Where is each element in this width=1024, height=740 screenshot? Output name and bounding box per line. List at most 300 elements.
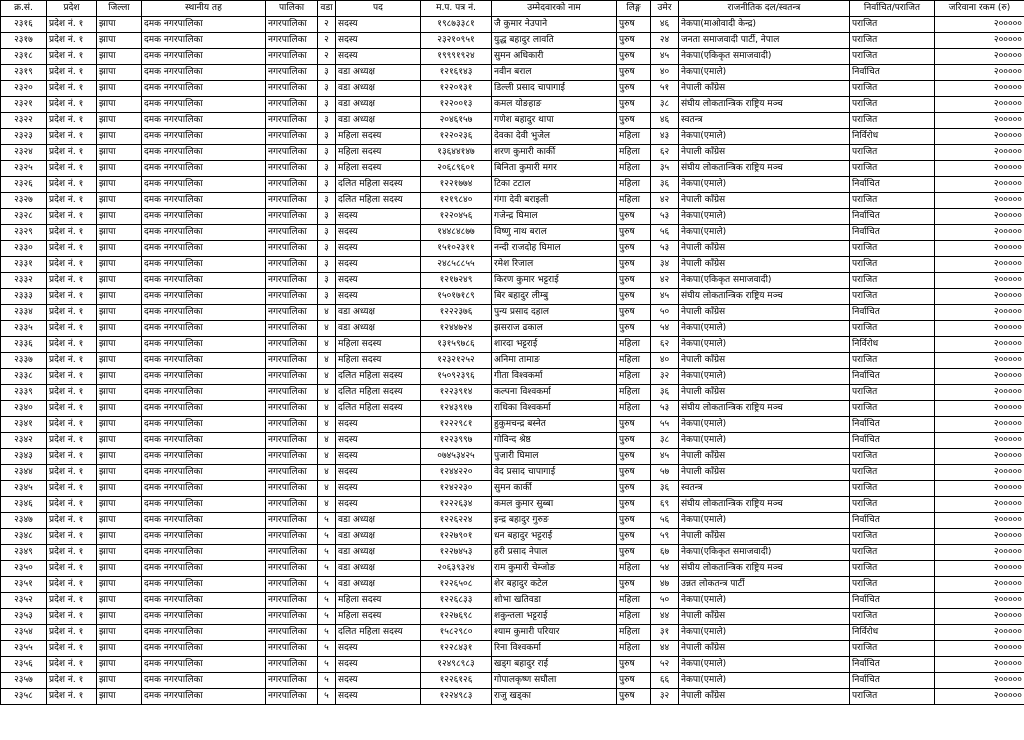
cell-result: पराजित	[850, 273, 935, 289]
cell-age: ४५	[651, 49, 679, 65]
cell-municipality-type: नगरपालिका	[266, 593, 318, 609]
cell-municipality-type: नगरपालिका	[266, 529, 318, 545]
cell-local-level: दमक नगरपालिका	[142, 465, 266, 481]
cell-district: झापा	[97, 513, 142, 529]
cell-local-level: दमक नगरपालिका	[142, 401, 266, 417]
cell-local-level: दमक नगरपालिका	[142, 305, 266, 321]
cell-post: सदस्य	[336, 465, 421, 481]
cell-province: प्रदेश नं. १	[47, 433, 97, 449]
cell-gender: पुरुष	[617, 209, 651, 225]
table-row	[1, 17, 1024, 33]
cell-ward: ५	[318, 641, 336, 657]
cell-voter-id: १२४४७२४	[421, 321, 492, 337]
cell-municipality-type: नगरपालिका	[266, 577, 318, 593]
cell-gender: महिला	[617, 337, 651, 353]
cell-candidate-name: शकुन्तला भट्टराई	[492, 609, 617, 625]
cell-voter-id: २३२१०९५१	[421, 33, 492, 49]
cell-ward: २	[318, 17, 336, 33]
cell-province: प्रदेश नं. १	[47, 417, 97, 433]
cell-district: झापा	[97, 433, 142, 449]
cell-candidate-name: युद्ध बहादुर लावति	[492, 33, 617, 49]
cell-ward: ५	[318, 689, 336, 705]
cell-post: महिला सदस्य	[336, 353, 421, 369]
cell-party: नेपाली काँग्रेस	[679, 193, 850, 209]
cell-result: पराजित	[850, 145, 935, 161]
cell-post: सदस्य	[336, 33, 421, 49]
cell-local-level: दमक नगरपालिका	[142, 49, 266, 65]
cell-municipality-type: नगरपालिका	[266, 145, 318, 161]
cell-municipality-type: नगरपालिका	[266, 481, 318, 497]
cell-candidate-name: शेर बहादुर कटेल	[492, 577, 617, 593]
cell-gender: महिला	[617, 561, 651, 577]
cell-municipality-type: नगरपालिका	[266, 673, 318, 689]
cell-result: पराजित	[850, 385, 935, 401]
cell-local-level: दमक नगरपालिका	[142, 161, 266, 177]
cell-district: झापा	[97, 305, 142, 321]
header-result: निर्वाचित/पराजित	[850, 1, 935, 17]
cell-voter-id: १२२१७७४	[421, 177, 492, 193]
cell-fine-amount: २०००००	[935, 625, 1024, 641]
cell-ward: ५	[318, 577, 336, 593]
cell-voter-id: १२२६५०८	[421, 577, 492, 593]
cell-municipality-type: नगरपालिका	[266, 369, 318, 385]
cell-voter-id: १२२७९०१	[421, 529, 492, 545]
cell-party: नेकपा(एमाले)	[679, 657, 850, 673]
cell-result: पराजित	[850, 97, 935, 113]
cell-local-level: दमक नगरपालिका	[142, 545, 266, 561]
cell-municipality-type: नगरपालिका	[266, 641, 318, 657]
cell-result: पराजित	[850, 257, 935, 273]
cell-post: महिला सदस्य	[336, 337, 421, 353]
header-candidate-name: उम्मेदवारको नाम	[492, 1, 617, 17]
cell-sn: २३४७	[1, 513, 47, 529]
table-row	[1, 81, 1024, 97]
cell-district: झापा	[97, 241, 142, 257]
cell-age: ४२	[651, 193, 679, 209]
cell-municipality-type: नगरपालिका	[266, 273, 318, 289]
cell-district: झापा	[97, 177, 142, 193]
header-gender: लिङ्ग	[617, 1, 651, 17]
cell-fine-amount: २०००००	[935, 17, 1024, 33]
cell-gender: महिला	[617, 625, 651, 641]
cell-age: ५३	[651, 241, 679, 257]
cell-fine-amount: २०००००	[935, 305, 1024, 321]
cell-age: ६७	[651, 545, 679, 561]
cell-age: ६६	[651, 673, 679, 689]
cell-candidate-name: राधिका विश्वकर्मा	[492, 401, 617, 417]
cell-sn: २३२७	[1, 193, 47, 209]
cell-candidate-name: पुन्य प्रसाद दहाल	[492, 305, 617, 321]
cell-local-level: दमक नगरपालिका	[142, 241, 266, 257]
cell-ward: ४	[318, 305, 336, 321]
cell-district: झापा	[97, 641, 142, 657]
cell-ward: २	[318, 33, 336, 49]
cell-district: झापा	[97, 161, 142, 177]
cell-gender: पुरुष	[617, 433, 651, 449]
cell-province: प्रदेश नं. १	[47, 97, 97, 113]
cell-fine-amount: २०००००	[935, 529, 1024, 545]
cell-age: ३६	[651, 385, 679, 401]
cell-ward: ३	[318, 209, 336, 225]
cell-district: झापा	[97, 465, 142, 481]
cell-age: ३१	[651, 625, 679, 641]
cell-local-level: दमक नगरपालिका	[142, 289, 266, 305]
cell-local-level: दमक नगरपालिका	[142, 113, 266, 129]
cell-post: सदस्य	[336, 17, 421, 33]
cell-ward: ३	[318, 81, 336, 97]
cell-party: नेपाली काँग्रेस	[679, 641, 850, 657]
cell-age: ५७	[651, 465, 679, 481]
cell-local-level: दमक नगरपालिका	[142, 97, 266, 113]
cell-result: पराजित	[850, 529, 935, 545]
table-row	[1, 241, 1024, 257]
cell-age: ५६	[651, 225, 679, 241]
cell-province: प्रदेश नं. १	[47, 609, 97, 625]
cell-sn: २३२४	[1, 145, 47, 161]
cell-local-level: दमक नगरपालिका	[142, 497, 266, 513]
table-row	[1, 289, 1024, 305]
cell-province: प्रदेश नं. १	[47, 561, 97, 577]
table-row	[1, 113, 1024, 129]
cell-candidate-name: हुकुमचन्द्र बस्नेत	[492, 417, 617, 433]
cell-age: ४६	[651, 113, 679, 129]
cell-province: प्रदेश नं. १	[47, 369, 97, 385]
cell-voter-id: १४४८४८७७	[421, 225, 492, 241]
cell-fine-amount: २०००००	[935, 225, 1024, 241]
cell-post: सदस्य	[336, 689, 421, 705]
cell-district: झापा	[97, 321, 142, 337]
cell-sn: २३४०	[1, 401, 47, 417]
cell-fine-amount: २०००००	[935, 369, 1024, 385]
table-row	[1, 465, 1024, 481]
cell-sn: २३२६	[1, 177, 47, 193]
cell-municipality-type: नगरपालिका	[266, 401, 318, 417]
cell-voter-id: १५०१७१८९	[421, 289, 492, 305]
cell-local-level: दमक नगरपालिका	[142, 561, 266, 577]
cell-gender: पुरुष	[617, 497, 651, 513]
table-row	[1, 593, 1024, 609]
cell-candidate-name: कल्पना विश्वकर्मा	[492, 385, 617, 401]
cell-district: झापा	[97, 497, 142, 513]
header-age: उमेर	[651, 1, 679, 17]
cell-age: ४०	[651, 353, 679, 369]
cell-sn: २३३७	[1, 353, 47, 369]
cell-local-level: दमक नगरपालिका	[142, 369, 266, 385]
header-ward: वडा	[318, 1, 336, 17]
cell-sn: २३३१	[1, 257, 47, 273]
cell-district: झापा	[97, 593, 142, 609]
cell-sn: २३२९	[1, 225, 47, 241]
cell-district: झापा	[97, 273, 142, 289]
cell-post: वडा अध्यक्ष	[336, 65, 421, 81]
cell-party: नेकपा(एकिकृत समाजवादी)	[679, 273, 850, 289]
cell-province: प्रदेश नं. १	[47, 401, 97, 417]
table-row	[1, 657, 1024, 673]
cell-candidate-name: नवीन बराल	[492, 65, 617, 81]
cell-post: महिला सदस्य	[336, 129, 421, 145]
cell-fine-amount: २०००००	[935, 193, 1024, 209]
cell-party: नेपाली काँग्रेस	[679, 609, 850, 625]
cell-voter-id: १२२३९१४	[421, 385, 492, 401]
table-row	[1, 625, 1024, 641]
cell-sn: २३४३	[1, 449, 47, 465]
cell-municipality-type: नगरपालिका	[266, 81, 318, 97]
table-row	[1, 673, 1024, 689]
cell-local-level: दमक नगरपालिका	[142, 65, 266, 81]
cell-ward: २	[318, 49, 336, 65]
cell-municipality-type: नगरपालिका	[266, 433, 318, 449]
cell-province: प्रदेश नं. १	[47, 17, 97, 33]
cell-ward: ४	[318, 417, 336, 433]
cell-sn: २३५१	[1, 577, 47, 593]
table-row	[1, 385, 1024, 401]
cell-fine-amount: २०००००	[935, 321, 1024, 337]
cell-fine-amount: २०००००	[935, 33, 1024, 49]
cell-fine-amount: २०००००	[935, 593, 1024, 609]
cell-ward: ४	[318, 401, 336, 417]
cell-sn: २३३३	[1, 289, 47, 305]
cell-voter-id: १२२३९९७	[421, 433, 492, 449]
cell-result: पराजित	[850, 465, 935, 481]
cell-voter-id: १२२२९८१	[421, 417, 492, 433]
cell-result: पराजित	[850, 17, 935, 33]
cell-result: निर्विरोध	[850, 625, 935, 641]
cell-gender: पुरुष	[617, 97, 651, 113]
cell-age: ५९	[651, 529, 679, 545]
cell-result: निर्वाचित	[850, 417, 935, 433]
cell-age: ४५	[651, 449, 679, 465]
cell-local-level: दमक नगरपालिका	[142, 145, 266, 161]
cell-sn: २३४१	[1, 417, 47, 433]
cell-post: वडा अध्यक्ष	[336, 321, 421, 337]
cell-party: संघीय लोकतान्त्रिक राष्ट्रिय मञ्च	[679, 401, 850, 417]
cell-result: पराजित	[850, 289, 935, 305]
cell-result: निर्विरोध	[850, 129, 935, 145]
cell-post: महिला सदस्य	[336, 145, 421, 161]
cell-sn: २३२२	[1, 113, 47, 129]
cell-local-level: दमक नगरपालिका	[142, 129, 266, 145]
cell-ward: ४	[318, 321, 336, 337]
cell-gender: पुरुष	[617, 65, 651, 81]
cell-ward: ४	[318, 369, 336, 385]
cell-result: निर्वाचित	[850, 65, 935, 81]
cell-post: सदस्य	[336, 273, 421, 289]
cell-voter-id: १२४९८९८३	[421, 657, 492, 673]
cell-province: प्रदेश नं. १	[47, 225, 97, 241]
cell-voter-id: ०७४५३४२५	[421, 449, 492, 465]
cell-municipality-type: नगरपालिका	[266, 305, 318, 321]
cell-age: ५१	[651, 81, 679, 97]
cell-party: नेकपा(एमाले)	[679, 433, 850, 449]
table-row	[1, 49, 1024, 65]
cell-post: सदस्य	[336, 289, 421, 305]
cell-fine-amount: २०००००	[935, 545, 1024, 561]
cell-province: प्रदेश नं. १	[47, 241, 97, 257]
cell-municipality-type: नगरपालिका	[266, 193, 318, 209]
cell-candidate-name: शरण कुमारी कार्की	[492, 145, 617, 161]
cell-candidate-name: कमल योङहाङ	[492, 97, 617, 113]
cell-gender: पुरुष	[617, 417, 651, 433]
cell-gender: पुरुष	[617, 289, 651, 305]
cell-municipality-type: नगरपालिका	[266, 33, 318, 49]
cell-ward: ५	[318, 545, 336, 561]
cell-post: दलित महिला सदस्य	[336, 177, 421, 193]
cell-gender: महिला	[617, 593, 651, 609]
cell-local-level: दमक नगरपालिका	[142, 673, 266, 689]
cell-province: प्रदेश नं. १	[47, 593, 97, 609]
cell-local-level: दमक नगरपालिका	[142, 417, 266, 433]
cell-result: निर्वाचित	[850, 209, 935, 225]
cell-voter-id: २४८५८८५५	[421, 257, 492, 273]
cell-candidate-name: गोविन्द श्रेष्ठ	[492, 433, 617, 449]
cell-party: नेकपा(एमाले)	[679, 177, 850, 193]
table-row	[1, 561, 1024, 577]
cell-municipality-type: नगरपालिका	[266, 561, 318, 577]
cell-ward: ३	[318, 129, 336, 145]
cell-post: वडा अध्यक्ष	[336, 561, 421, 577]
cell-gender: पुरुष	[617, 113, 651, 129]
cell-fine-amount: २०००००	[935, 49, 1024, 65]
cell-gender: महिला	[617, 177, 651, 193]
table-row	[1, 321, 1024, 337]
cell-province: प्रदेश नं. १	[47, 545, 97, 561]
cell-district: झापा	[97, 417, 142, 433]
cell-ward: ३	[318, 113, 336, 129]
cell-result: पराजित	[850, 241, 935, 257]
cell-voter-id: १९८७३३८१	[421, 17, 492, 33]
cell-party: स्वतन्त्र	[679, 481, 850, 497]
cell-result: निर्वाचित	[850, 673, 935, 689]
cell-result: निर्विरोध	[850, 337, 935, 353]
cell-candidate-name: नन्दी राजदोह घिमाल	[492, 241, 617, 257]
cell-province: प्रदेश नं. १	[47, 177, 97, 193]
cell-party: नेकपा(एमाले)	[679, 321, 850, 337]
cell-sn: २३४८	[1, 529, 47, 545]
cell-candidate-name: टिका टटाल	[492, 177, 617, 193]
cell-fine-amount: २०००००	[935, 145, 1024, 161]
cell-municipality-type: नगरपालिका	[266, 417, 318, 433]
cell-candidate-name: वेद प्रसाद चापागाई	[492, 465, 617, 481]
cell-ward: ५	[318, 513, 336, 529]
cell-result: पराजित	[850, 497, 935, 513]
cell-party: संघीय लोकतान्त्रिक राष्ट्रिय मञ्च	[679, 97, 850, 113]
cell-voter-id: १५०९२३९६	[421, 369, 492, 385]
cell-sn: २३३९	[1, 385, 47, 401]
cell-gender: पुरुष	[617, 321, 651, 337]
cell-ward: ३	[318, 257, 336, 273]
cell-candidate-name: कमल कुमार सुब्बा	[492, 497, 617, 513]
cell-fine-amount: २०००००	[935, 513, 1024, 529]
cell-age: ३४	[651, 257, 679, 273]
cell-province: प्रदेश नं. १	[47, 513, 97, 529]
cell-age: ६२	[651, 337, 679, 353]
cell-district: झापा	[97, 49, 142, 65]
cell-province: प्रदेश नं. १	[47, 81, 97, 97]
cell-party: नेपाली काँग्रेस	[679, 145, 850, 161]
cell-local-level: दमक नगरपालिका	[142, 17, 266, 33]
cell-municipality-type: नगरपालिका	[266, 129, 318, 145]
cell-fine-amount: २०००००	[935, 289, 1024, 305]
cell-voter-id: १२२२६३४	[421, 497, 492, 513]
cell-fine-amount: २०००००	[935, 673, 1024, 689]
table-row	[1, 497, 1024, 513]
cell-sn: २३५८	[1, 689, 47, 705]
cell-gender: पुरुष	[617, 481, 651, 497]
table-row	[1, 401, 1024, 417]
cell-municipality-type: नगरपालिका	[266, 625, 318, 641]
cell-voter-id: १२२८४३१	[421, 641, 492, 657]
cell-fine-amount: २०००००	[935, 257, 1024, 273]
cell-age: ४३	[651, 129, 679, 145]
cell-municipality-type: नगरपालिका	[266, 337, 318, 353]
cell-result: पराजित	[850, 401, 935, 417]
header-party: राजनीतिक दल/स्वतन्त्र	[679, 1, 850, 17]
cell-post: सदस्य	[336, 449, 421, 465]
cell-candidate-name: रमेश रिजाल	[492, 257, 617, 273]
cell-post: वडा अध्यक्ष	[336, 97, 421, 113]
cell-voter-id: १२१६१४३	[421, 65, 492, 81]
cell-district: झापा	[97, 257, 142, 273]
cell-gender: पुरुष	[617, 257, 651, 273]
cell-sn: २३१७	[1, 33, 47, 49]
cell-result: पराजित	[850, 545, 935, 561]
cell-post: दलित महिला सदस्य	[336, 401, 421, 417]
cell-district: झापा	[97, 337, 142, 353]
cell-local-level: दमक नगरपालिका	[142, 513, 266, 529]
cell-candidate-name: इन्द्र बहादुर गुरुङ	[492, 513, 617, 529]
cell-voter-id: १२१७२४९	[421, 273, 492, 289]
cell-age: ४४	[651, 641, 679, 657]
cell-district: झापा	[97, 673, 142, 689]
table-row	[1, 257, 1024, 273]
cell-province: प्रदेश नं. १	[47, 145, 97, 161]
cell-ward: ५	[318, 657, 336, 673]
cell-age: ४४	[651, 609, 679, 625]
cell-sn: २३५७	[1, 673, 47, 689]
cell-sn: २३५३	[1, 609, 47, 625]
cell-district: झापा	[97, 385, 142, 401]
cell-party: नेकपा(एकिकृत समाजवादी)	[679, 49, 850, 65]
cell-age: ३८	[651, 97, 679, 113]
cell-post: वडा अध्यक्ष	[336, 529, 421, 545]
cell-municipality-type: नगरपालिका	[266, 497, 318, 513]
cell-municipality-type: नगरपालिका	[266, 689, 318, 705]
cell-ward: ४	[318, 481, 336, 497]
cell-result: पराजित	[850, 689, 935, 705]
cell-voter-id: २०६३९३२४	[421, 561, 492, 577]
cell-party: नेकपा(माओवादी केन्द्र)	[679, 17, 850, 33]
cell-gender: पुरुष	[617, 305, 651, 321]
cell-sn: २३२८	[1, 209, 47, 225]
table-row	[1, 65, 1024, 81]
cell-age: ३५	[651, 161, 679, 177]
cell-post: सदस्य	[336, 657, 421, 673]
cell-sn: २३५४	[1, 625, 47, 641]
cell-result: पराजित	[850, 49, 935, 65]
cell-gender: महिला	[617, 161, 651, 177]
cell-party: नेकपा(एकिकृत समाजवादी)	[679, 545, 850, 561]
cell-gender: पुरुष	[617, 273, 651, 289]
cell-local-level: दमक नगरपालिका	[142, 225, 266, 241]
cell-candidate-name: सुमन अधिकारी	[492, 49, 617, 65]
cell-fine-amount: २०००००	[935, 417, 1024, 433]
cell-sn: २३५२	[1, 593, 47, 609]
table-row	[1, 641, 1024, 657]
cell-province: प्रदेश नं. १	[47, 497, 97, 513]
cell-voter-id: २०४६१५७	[421, 113, 492, 129]
cell-fine-amount: २०००००	[935, 433, 1024, 449]
cell-province: प्रदेश नं. १	[47, 577, 97, 593]
